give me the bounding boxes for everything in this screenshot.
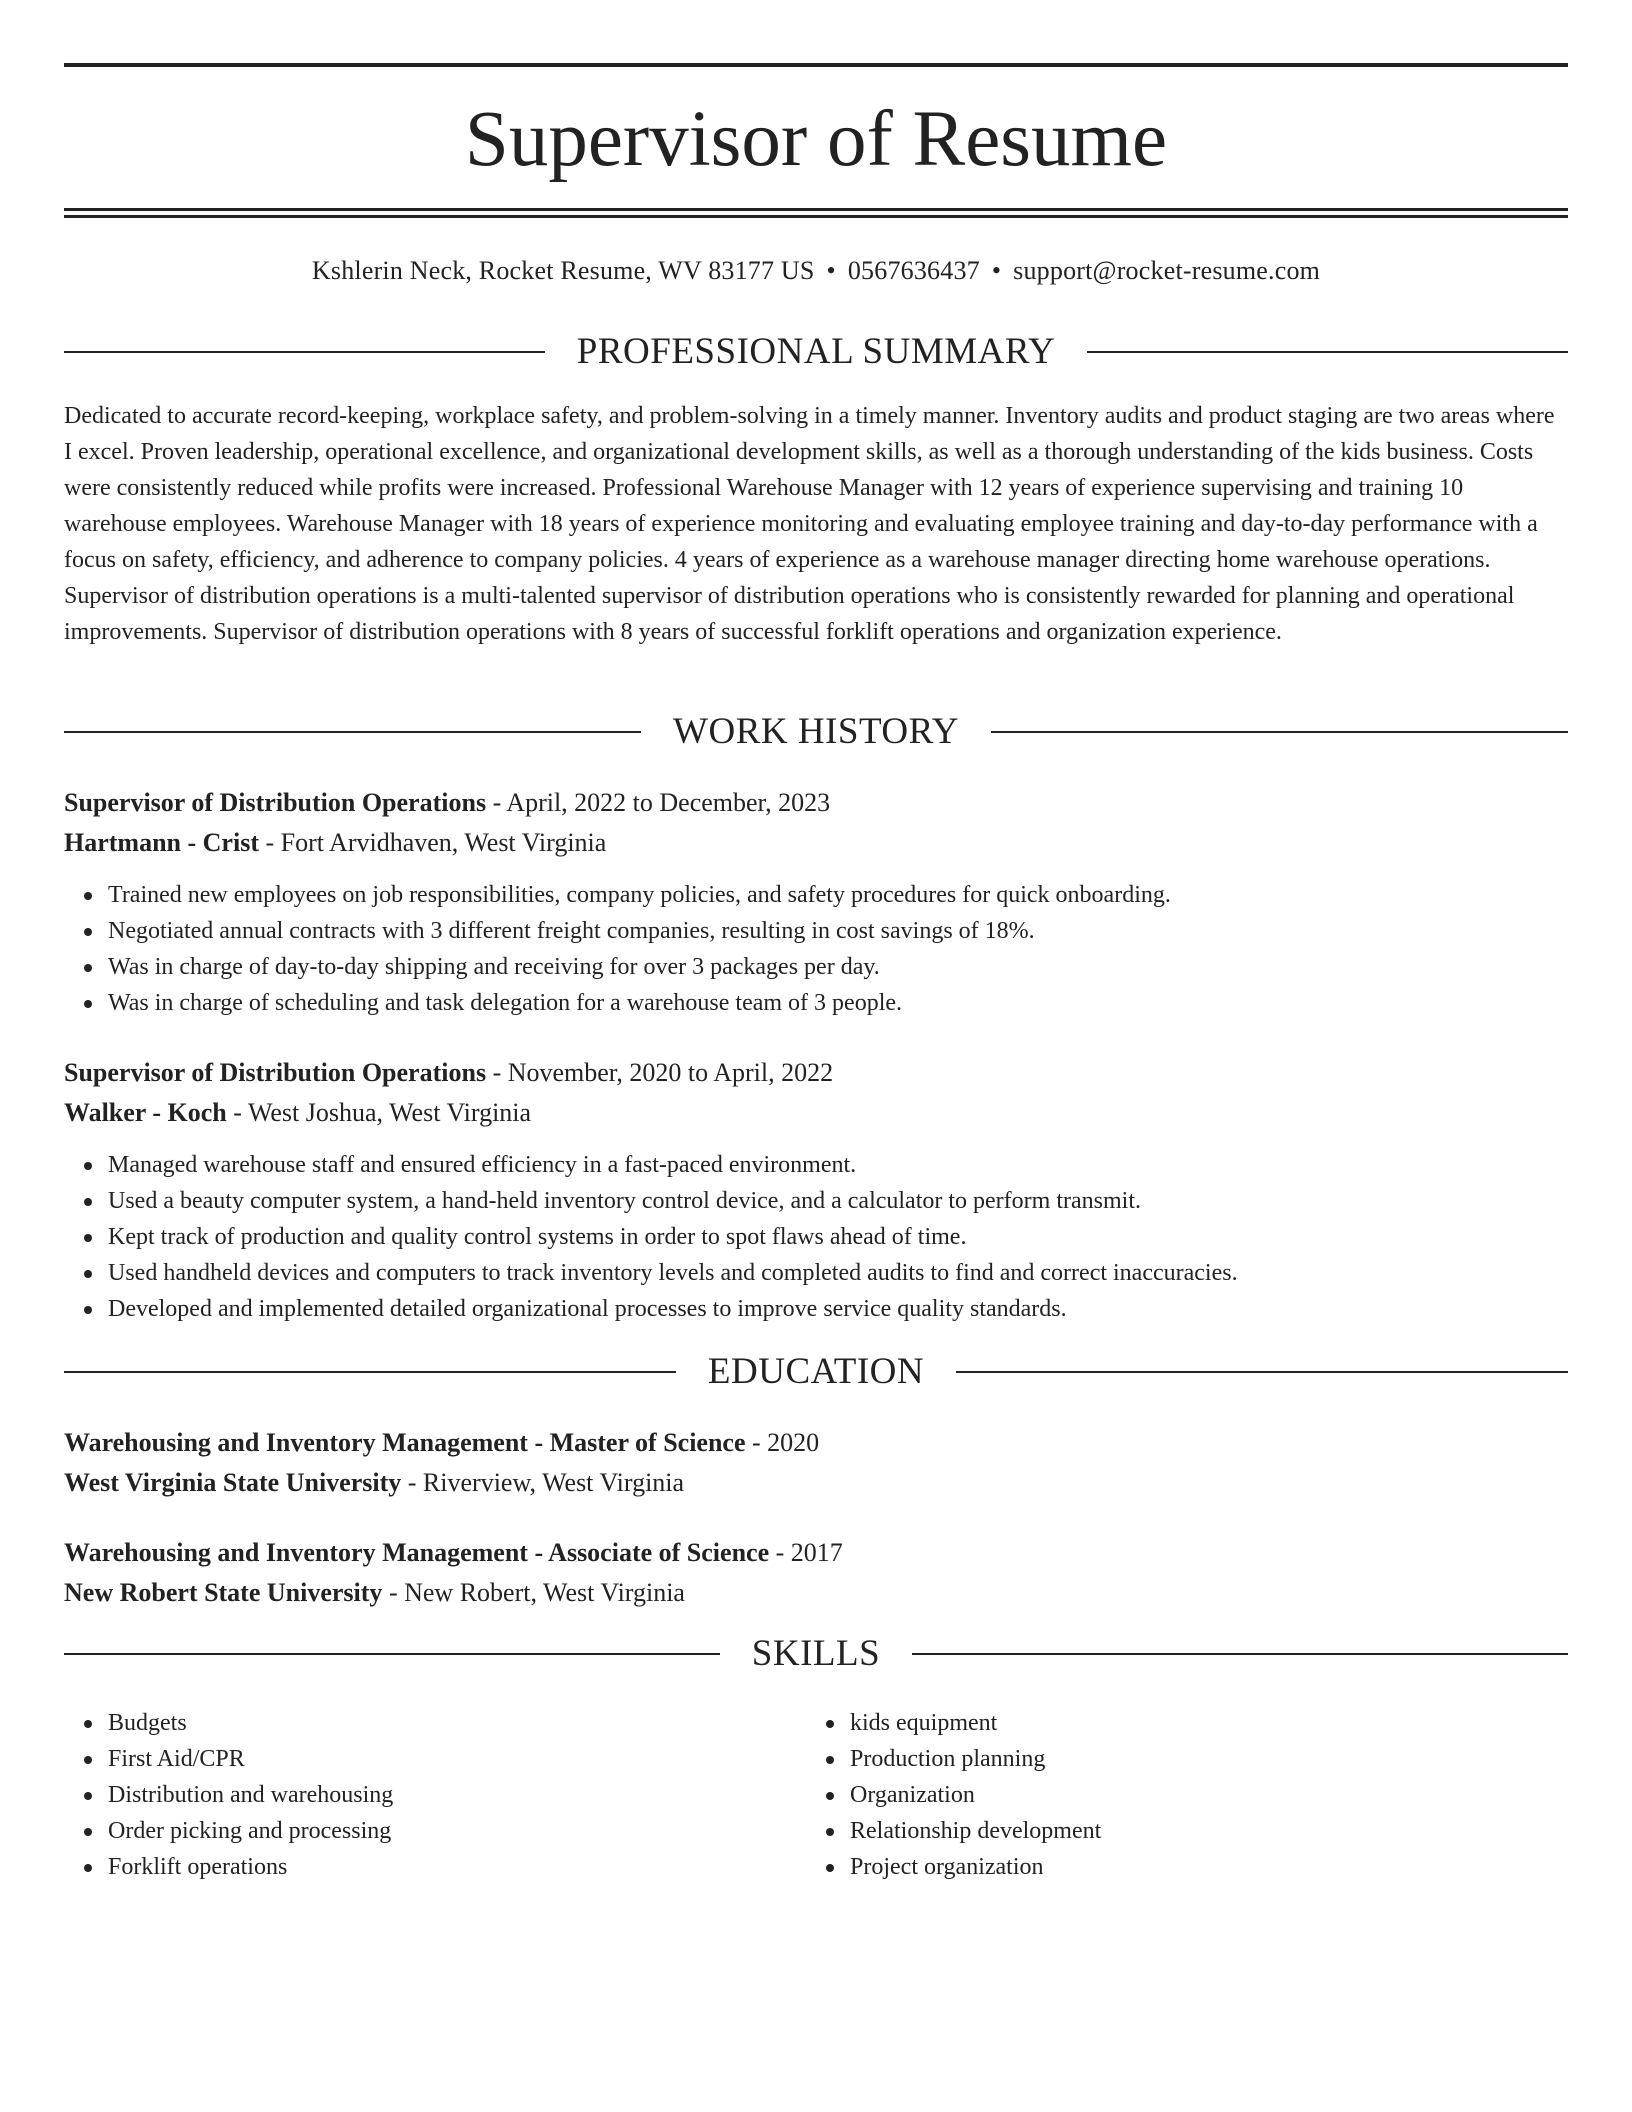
skill-item: Distribution and warehousing — [108, 1777, 393, 1813]
contact-line — [64, 254, 1568, 288]
section-title: PROFESSIONAL SUMMARY — [576, 331, 1056, 372]
contact-address: Kshlerin Neck, Rocket Resume, WV 83177 US — [311, 256, 815, 285]
education-degree-line — [64, 1426, 819, 1460]
education-location: - New Robert, West Virginia — [382, 1578, 685, 1607]
education-year: - 2017 — [769, 1538, 843, 1567]
heading-rule — [956, 1371, 1568, 1373]
skill-item: Relationship development — [850, 1813, 1101, 1849]
list-item: Used handheld devices and computers to track inventory levels and completed audits to find and correct inaccuracies. — [108, 1255, 1238, 1291]
education-school-line — [64, 1576, 685, 1610]
skill-item: Production planning — [850, 1741, 1101, 1777]
job-location: - West Joshua, West Virginia — [226, 1098, 532, 1127]
skills-list-right — [806, 1705, 1101, 1885]
list-item: Kept track of production and quality control systems in order to spot flaws ahead of time. — [108, 1219, 1238, 1255]
skill-item: Budgets — [108, 1705, 393, 1741]
list-item: Negotiated annual contracts with 3 different freight companies, resulting in cost savings of 18%. — [108, 913, 1171, 949]
education-degree-line — [64, 1536, 843, 1570]
list-item: Was in charge of scheduling and task delegation for a warehouse team of 3 people. — [108, 985, 1171, 1021]
skill-item: First Aid/CPR — [108, 1741, 393, 1777]
job-bullets — [64, 877, 1171, 1021]
heading-rule — [991, 731, 1568, 733]
list-item: Used a beauty computer system, a hand-held inventory control device, and a calculator to perform transmit. — [108, 1183, 1238, 1219]
summary-text: Dedicated to accurate record-keeping, workplace safety, and problem-solving in a timely manner. Inventory audits and product staging are two areas where I excel. Proven leadership, operational excellence, and organizational development skills, as well as a thorough understanding of the kids business. Costs were consistently reduced while profits were increased. Professional Warehouse Manager with 12 years of experience supervising and training 10 warehouse employees. Warehouse Manager with 18 years of experience monitoring and evaluating employee training and day-to-day performance with a focus on safety, efficiency, and adherence to company policies. 4 years of experience as a warehouse manager directing home warehouse operations. Supervisor of distribution operations is a multi-talented supervisor of distribution operations who is consistently rewarded for planning and operational improvements. Supervisor of distribution operations with 8 years of successful forklift operations and organization experience. — [64, 403, 1555, 645]
job-dates: - November, 2020 to April, 2022 — [486, 1058, 834, 1087]
list-item: Managed warehouse staff and ensured efficiency in a fast-paced environment. — [108, 1147, 1238, 1183]
contact-email: support@rocket-resume.com — [1013, 256, 1321, 285]
job-company: Hartmann - Crist — [64, 828, 259, 857]
education-school: New Robert State University — [64, 1578, 383, 1607]
education-location: - Riverview, West Virginia — [401, 1468, 685, 1497]
section-title: WORK HISTORY — [673, 711, 959, 752]
skill-item: Project organization — [850, 1849, 1101, 1885]
heading-rule — [1087, 351, 1568, 353]
section-heading-work — [64, 710, 1568, 754]
skill-item: Forklift operations — [108, 1849, 393, 1885]
job-title: Supervisor of Distribution Operations — [64, 1058, 487, 1087]
section-heading-skills — [64, 1632, 1568, 1676]
skill-item: Organization — [850, 1777, 1101, 1813]
skill-item: kids equipment — [850, 1705, 1101, 1741]
contact-phone: 0567636437 — [847, 256, 980, 285]
skills-list-left — [64, 1705, 393, 1885]
education-year: - 2020 — [745, 1428, 820, 1457]
job-company-line — [64, 1096, 531, 1130]
job-title-line — [64, 786, 830, 820]
education-school: West Virginia State University — [64, 1468, 402, 1497]
list-item: Developed and implemented detailed organizational processes to improve service quality standards. — [108, 1291, 1238, 1327]
job-location: - Fort Arvidhaven, West Virginia — [258, 828, 607, 857]
section-title: SKILLS — [751, 1633, 881, 1674]
header-double-rule — [64, 208, 1568, 218]
heading-rule — [64, 731, 641, 733]
section-heading-education — [64, 1350, 1568, 1394]
heading-rule — [64, 1371, 676, 1373]
section-title: EDUCATION — [707, 1351, 925, 1392]
contact-separator: • — [991, 256, 1002, 285]
resume-title: Supervisor of Resume — [464, 96, 1168, 183]
job-bullets — [64, 1147, 1238, 1327]
contact-separator: • — [826, 256, 836, 285]
list-item: Trained new employees on job responsibilities, company policies, and safety procedures for quick onboarding. — [108, 877, 1171, 913]
heading-rule — [64, 351, 545, 353]
education-degree: Warehousing and Inventory Management - Associate of Science — [64, 1538, 770, 1567]
job-title: Supervisor of Distribution Operations — [64, 788, 487, 817]
list-item: Was in charge of day-to-day shipping and receiving for over 3 packages per day. — [108, 949, 1171, 985]
heading-rule — [912, 1653, 1568, 1655]
job-title-line — [64, 1056, 833, 1090]
heading-rule — [64, 1653, 720, 1655]
education-degree: Warehousing and Inventory Management - Master of Science — [64, 1428, 746, 1457]
skill-item: Order picking and processing — [108, 1813, 393, 1849]
section-heading-summary — [64, 330, 1568, 374]
education-school-line — [64, 1466, 684, 1500]
job-company-line — [64, 826, 606, 860]
job-dates: - April, 2022 to December, 2023 — [486, 788, 831, 817]
job-company: Walker - Koch — [64, 1098, 227, 1127]
header-top-rule — [64, 63, 1568, 67]
